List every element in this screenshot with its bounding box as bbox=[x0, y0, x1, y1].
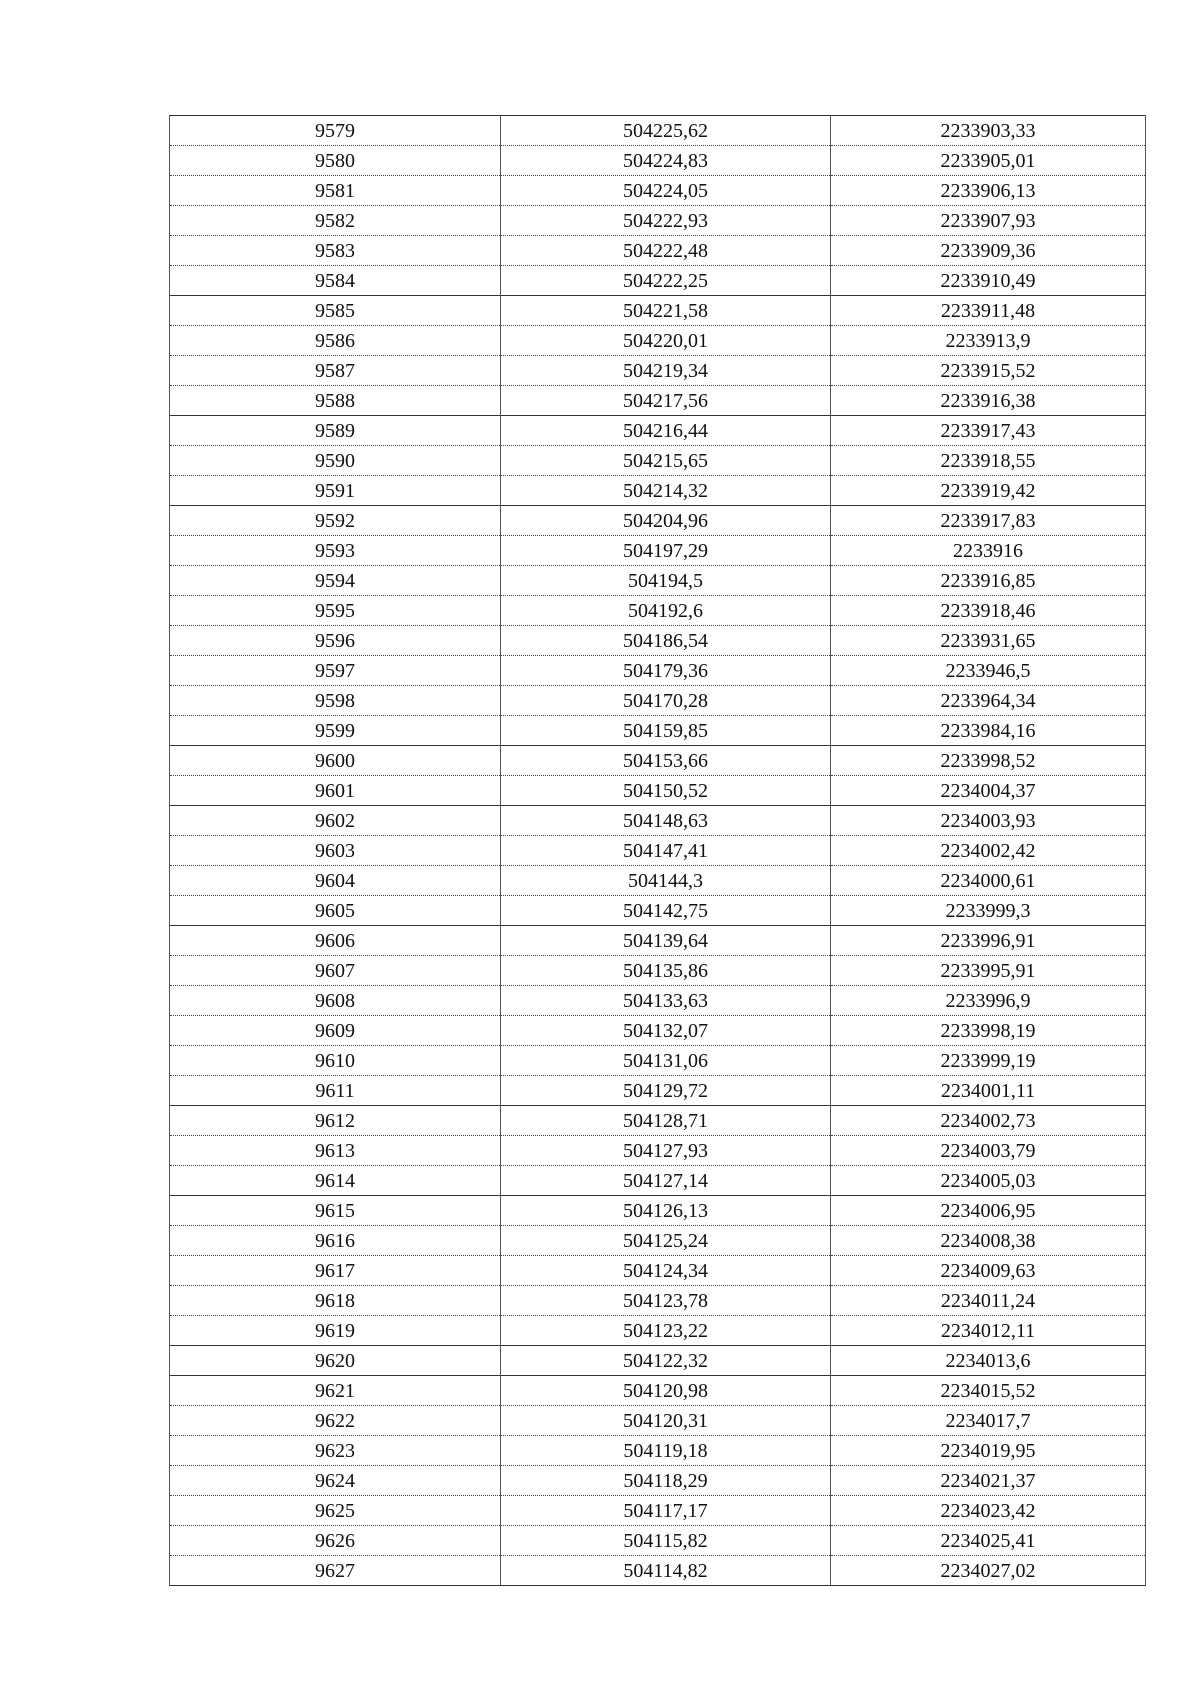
point-number-cell: 9584 bbox=[170, 266, 501, 296]
point-number-cell: 9590 bbox=[170, 446, 501, 476]
x-coordinate-cell: 504224,05 bbox=[501, 176, 831, 206]
y-coordinate-cell: 2234000,61 bbox=[831, 866, 1146, 896]
x-coordinate-cell: 504222,25 bbox=[501, 266, 831, 296]
table-row bbox=[170, 1346, 1146, 1376]
table-row bbox=[170, 1556, 1146, 1586]
y-coordinate-cell: 2233918,46 bbox=[831, 596, 1146, 626]
x-coordinate-cell: 504147,41 bbox=[501, 836, 831, 866]
point-number-cell: 9597 bbox=[170, 656, 501, 686]
table-row bbox=[170, 356, 1146, 386]
table-row bbox=[170, 806, 1146, 836]
y-coordinate-cell: 2234005,03 bbox=[831, 1166, 1146, 1196]
x-coordinate-cell: 504214,32 bbox=[501, 476, 831, 506]
point-number-cell: 9620 bbox=[170, 1346, 501, 1376]
x-coordinate-cell: 504144,3 bbox=[501, 866, 831, 896]
table-row bbox=[170, 416, 1146, 446]
y-coordinate-cell: 2233918,55 bbox=[831, 446, 1146, 476]
x-coordinate-cell: 504219,34 bbox=[501, 356, 831, 386]
y-coordinate-cell: 2233913,9 bbox=[831, 326, 1146, 356]
table-row bbox=[170, 1166, 1146, 1196]
table-row bbox=[170, 656, 1146, 686]
y-coordinate-cell: 2233999,3 bbox=[831, 896, 1146, 926]
table-row bbox=[170, 326, 1146, 356]
y-coordinate-cell: 2234023,42 bbox=[831, 1496, 1146, 1526]
point-number-cell: 9623 bbox=[170, 1436, 501, 1466]
y-coordinate-cell: 2234003,79 bbox=[831, 1136, 1146, 1166]
table-row bbox=[170, 476, 1146, 506]
y-coordinate-cell: 2233984,16 bbox=[831, 716, 1146, 746]
x-coordinate-cell: 504222,48 bbox=[501, 236, 831, 266]
x-coordinate-cell: 504217,56 bbox=[501, 386, 831, 416]
table-row bbox=[170, 866, 1146, 896]
point-number-cell: 9583 bbox=[170, 236, 501, 266]
y-coordinate-cell: 2233998,52 bbox=[831, 746, 1146, 776]
y-coordinate-cell: 2234017,7 bbox=[831, 1406, 1146, 1436]
y-coordinate-cell: 2234004,37 bbox=[831, 776, 1146, 806]
point-number-cell: 9611 bbox=[170, 1076, 501, 1106]
y-coordinate-cell: 2234013,6 bbox=[831, 1346, 1146, 1376]
y-coordinate-cell: 2233911,48 bbox=[831, 296, 1146, 326]
x-coordinate-cell: 504139,64 bbox=[501, 926, 831, 956]
table-row bbox=[170, 1526, 1146, 1556]
x-coordinate-cell: 504123,78 bbox=[501, 1286, 831, 1316]
x-coordinate-cell: 504186,54 bbox=[501, 626, 831, 656]
point-number-cell: 9596 bbox=[170, 626, 501, 656]
x-coordinate-cell: 504129,72 bbox=[501, 1076, 831, 1106]
y-coordinate-cell: 2234008,38 bbox=[831, 1226, 1146, 1256]
point-number-cell: 9588 bbox=[170, 386, 501, 416]
table-row bbox=[170, 1256, 1146, 1286]
table-row bbox=[170, 626, 1146, 656]
y-coordinate-cell: 2233915,52 bbox=[831, 356, 1146, 386]
point-number-cell: 9587 bbox=[170, 356, 501, 386]
x-coordinate-cell: 504126,13 bbox=[501, 1196, 831, 1226]
x-coordinate-cell: 504142,75 bbox=[501, 896, 831, 926]
table-row bbox=[170, 1046, 1146, 1076]
table-row bbox=[170, 176, 1146, 206]
coordinate-table bbox=[169, 115, 1146, 1586]
table-row bbox=[170, 296, 1146, 326]
x-coordinate-cell: 504118,29 bbox=[501, 1466, 831, 1496]
table-row bbox=[170, 896, 1146, 926]
point-number-cell: 9625 bbox=[170, 1496, 501, 1526]
y-coordinate-cell: 2234011,24 bbox=[831, 1286, 1146, 1316]
table-row bbox=[170, 116, 1146, 146]
y-coordinate-cell: 2233905,01 bbox=[831, 146, 1146, 176]
point-number-cell: 9608 bbox=[170, 986, 501, 1016]
y-coordinate-cell: 2233916,38 bbox=[831, 386, 1146, 416]
table-row bbox=[170, 716, 1146, 746]
table-row bbox=[170, 1436, 1146, 1466]
point-number-cell: 9618 bbox=[170, 1286, 501, 1316]
y-coordinate-cell: 2234025,41 bbox=[831, 1526, 1146, 1556]
table-row bbox=[170, 1016, 1146, 1046]
x-coordinate-cell: 504120,31 bbox=[501, 1406, 831, 1436]
x-coordinate-cell: 504215,65 bbox=[501, 446, 831, 476]
table-row bbox=[170, 1106, 1146, 1136]
point-number-cell: 9614 bbox=[170, 1166, 501, 1196]
x-coordinate-cell: 504159,85 bbox=[501, 716, 831, 746]
y-coordinate-cell: 2233919,42 bbox=[831, 476, 1146, 506]
point-number-cell: 9599 bbox=[170, 716, 501, 746]
point-number-cell: 9582 bbox=[170, 206, 501, 236]
y-coordinate-cell: 2234015,52 bbox=[831, 1376, 1146, 1406]
table-row bbox=[170, 236, 1146, 266]
y-coordinate-cell: 2233998,19 bbox=[831, 1016, 1146, 1046]
y-coordinate-cell: 2233903,33 bbox=[831, 116, 1146, 146]
y-coordinate-cell: 2233916,85 bbox=[831, 566, 1146, 596]
point-number-cell: 9586 bbox=[170, 326, 501, 356]
table-row bbox=[170, 956, 1146, 986]
point-number-cell: 9592 bbox=[170, 506, 501, 536]
x-coordinate-cell: 504127,93 bbox=[501, 1136, 831, 1166]
point-number-cell: 9602 bbox=[170, 806, 501, 836]
table-row bbox=[170, 566, 1146, 596]
y-coordinate-cell: 2233996,91 bbox=[831, 926, 1146, 956]
x-coordinate-cell: 504194,5 bbox=[501, 566, 831, 596]
table-row bbox=[170, 986, 1146, 1016]
point-number-cell: 9580 bbox=[170, 146, 501, 176]
table-row bbox=[170, 1406, 1146, 1436]
point-number-cell: 9595 bbox=[170, 596, 501, 626]
table-row bbox=[170, 686, 1146, 716]
x-coordinate-cell: 504132,07 bbox=[501, 1016, 831, 1046]
table-row bbox=[170, 146, 1146, 176]
y-coordinate-cell: 2233964,34 bbox=[831, 686, 1146, 716]
x-coordinate-cell: 504120,98 bbox=[501, 1376, 831, 1406]
table-row bbox=[170, 446, 1146, 476]
x-coordinate-cell: 504135,86 bbox=[501, 956, 831, 986]
x-coordinate-cell: 504179,36 bbox=[501, 656, 831, 686]
coordinate-table-body bbox=[170, 116, 1146, 1586]
point-number-cell: 9604 bbox=[170, 866, 501, 896]
table-row bbox=[170, 1076, 1146, 1106]
point-number-cell: 9591 bbox=[170, 476, 501, 506]
y-coordinate-cell: 2233917,83 bbox=[831, 506, 1146, 536]
x-coordinate-cell: 504153,66 bbox=[501, 746, 831, 776]
x-coordinate-cell: 504222,93 bbox=[501, 206, 831, 236]
point-number-cell: 9626 bbox=[170, 1526, 501, 1556]
x-coordinate-cell: 504123,22 bbox=[501, 1316, 831, 1346]
table-row bbox=[170, 386, 1146, 416]
y-coordinate-cell: 2233916 bbox=[831, 536, 1146, 566]
table-row bbox=[170, 1376, 1146, 1406]
table-row bbox=[170, 206, 1146, 236]
point-number-cell: 9616 bbox=[170, 1226, 501, 1256]
y-coordinate-cell: 2234012,11 bbox=[831, 1316, 1146, 1346]
point-number-cell: 9593 bbox=[170, 536, 501, 566]
point-number-cell: 9613 bbox=[170, 1136, 501, 1166]
y-coordinate-cell: 2234009,63 bbox=[831, 1256, 1146, 1286]
x-coordinate-cell: 504224,83 bbox=[501, 146, 831, 176]
table-row bbox=[170, 536, 1146, 566]
y-coordinate-cell: 2233909,36 bbox=[831, 236, 1146, 266]
table-row bbox=[170, 1466, 1146, 1496]
point-number-cell: 9624 bbox=[170, 1466, 501, 1496]
x-coordinate-cell: 504131,06 bbox=[501, 1046, 831, 1076]
point-number-cell: 9589 bbox=[170, 416, 501, 446]
table-row bbox=[170, 266, 1146, 296]
point-number-cell: 9605 bbox=[170, 896, 501, 926]
x-coordinate-cell: 504122,32 bbox=[501, 1346, 831, 1376]
table-row bbox=[170, 746, 1146, 776]
y-coordinate-cell: 2233910,49 bbox=[831, 266, 1146, 296]
point-number-cell: 9606 bbox=[170, 926, 501, 956]
y-coordinate-cell: 2233907,93 bbox=[831, 206, 1146, 236]
point-number-cell: 9609 bbox=[170, 1016, 501, 1046]
table-row bbox=[170, 1496, 1146, 1526]
y-coordinate-cell: 2233995,91 bbox=[831, 956, 1146, 986]
point-number-cell: 9615 bbox=[170, 1196, 501, 1226]
table-row bbox=[170, 506, 1146, 536]
y-coordinate-cell: 2233996,9 bbox=[831, 986, 1146, 1016]
x-coordinate-cell: 504119,18 bbox=[501, 1436, 831, 1466]
y-coordinate-cell: 2234002,42 bbox=[831, 836, 1146, 866]
point-number-cell: 9601 bbox=[170, 776, 501, 806]
table-row bbox=[170, 596, 1146, 626]
point-number-cell: 9621 bbox=[170, 1376, 501, 1406]
point-number-cell: 9627 bbox=[170, 1556, 501, 1586]
point-number-cell: 9579 bbox=[170, 116, 501, 146]
point-number-cell: 9619 bbox=[170, 1316, 501, 1346]
table-row bbox=[170, 1226, 1146, 1256]
x-coordinate-cell: 504192,6 bbox=[501, 596, 831, 626]
y-coordinate-cell: 2233999,19 bbox=[831, 1046, 1146, 1076]
x-coordinate-cell: 504221,58 bbox=[501, 296, 831, 326]
x-coordinate-cell: 504204,96 bbox=[501, 506, 831, 536]
point-number-cell: 9598 bbox=[170, 686, 501, 716]
table-row bbox=[170, 926, 1146, 956]
y-coordinate-cell: 2234001,11 bbox=[831, 1076, 1146, 1106]
point-number-cell: 9581 bbox=[170, 176, 501, 206]
point-number-cell: 9612 bbox=[170, 1106, 501, 1136]
x-coordinate-cell: 504125,24 bbox=[501, 1226, 831, 1256]
y-coordinate-cell: 2234003,93 bbox=[831, 806, 1146, 836]
x-coordinate-cell: 504216,44 bbox=[501, 416, 831, 446]
x-coordinate-cell: 504127,14 bbox=[501, 1166, 831, 1196]
table-row bbox=[170, 836, 1146, 866]
y-coordinate-cell: 2233931,65 bbox=[831, 626, 1146, 656]
point-number-cell: 9594 bbox=[170, 566, 501, 596]
table-row bbox=[170, 1136, 1146, 1166]
x-coordinate-cell: 504128,71 bbox=[501, 1106, 831, 1136]
y-coordinate-cell: 2234002,73 bbox=[831, 1106, 1146, 1136]
point-number-cell: 9585 bbox=[170, 296, 501, 326]
x-coordinate-cell: 504133,63 bbox=[501, 986, 831, 1016]
x-coordinate-cell: 504197,29 bbox=[501, 536, 831, 566]
point-number-cell: 9607 bbox=[170, 956, 501, 986]
table-row bbox=[170, 1316, 1146, 1346]
point-number-cell: 9603 bbox=[170, 836, 501, 866]
table-row bbox=[170, 1196, 1146, 1226]
x-coordinate-cell: 504114,82 bbox=[501, 1556, 831, 1586]
x-coordinate-cell: 504150,52 bbox=[501, 776, 831, 806]
y-coordinate-cell: 2234027,02 bbox=[831, 1556, 1146, 1586]
point-number-cell: 9600 bbox=[170, 746, 501, 776]
table-row bbox=[170, 776, 1146, 806]
y-coordinate-cell: 2234006,95 bbox=[831, 1196, 1146, 1226]
y-coordinate-cell: 2233917,43 bbox=[831, 416, 1146, 446]
x-coordinate-cell: 504220,01 bbox=[501, 326, 831, 356]
x-coordinate-cell: 504225,62 bbox=[501, 116, 831, 146]
point-number-cell: 9610 bbox=[170, 1046, 501, 1076]
x-coordinate-cell: 504170,28 bbox=[501, 686, 831, 716]
x-coordinate-cell: 504117,17 bbox=[501, 1496, 831, 1526]
y-coordinate-cell: 2233946,5 bbox=[831, 656, 1146, 686]
point-number-cell: 9617 bbox=[170, 1256, 501, 1286]
point-number-cell: 9622 bbox=[170, 1406, 501, 1436]
y-coordinate-cell: 2234021,37 bbox=[831, 1466, 1146, 1496]
x-coordinate-cell: 504124,34 bbox=[501, 1256, 831, 1286]
y-coordinate-cell: 2233906,13 bbox=[831, 176, 1146, 206]
x-coordinate-cell: 504148,63 bbox=[501, 806, 831, 836]
y-coordinate-cell: 2234019,95 bbox=[831, 1436, 1146, 1466]
table-row bbox=[170, 1286, 1146, 1316]
x-coordinate-cell: 504115,82 bbox=[501, 1526, 831, 1556]
